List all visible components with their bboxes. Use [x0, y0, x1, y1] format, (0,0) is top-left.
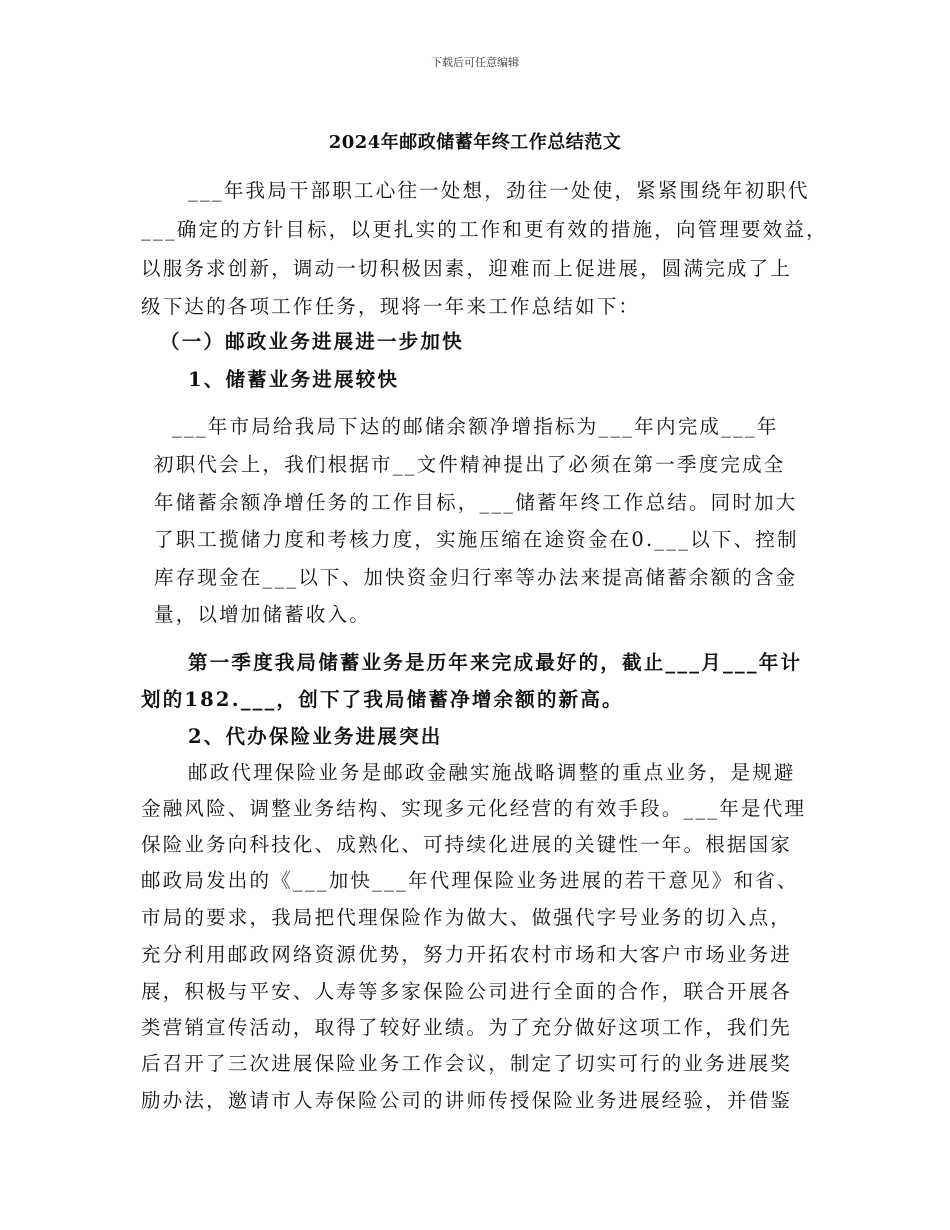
- sub1-line-4: 了职工揽储力度和考核力度，实施压缩在途资金在0.___以下、控制: [154, 528, 799, 551]
- sub2-line-8: 类营销宣传活动，取得了较好业绩。为了充分做好这项工作，我们先: [141, 1016, 793, 1039]
- header-note: 下载后可任意编辑: [431, 56, 519, 69]
- highlight-line-2: 划的182.___，创下了我局储蓄净增余额的新高。: [141, 688, 624, 711]
- sub1-line-6: 量，以增加储蓄收入。: [154, 603, 372, 626]
- intro-line-1: ___年我局干部职工心往一处想，劲往一处使，紧紧围绕年初职代: [188, 179, 810, 202]
- document-title: 2024年邮政储蓄年终工作总结范文: [328, 132, 622, 153]
- intro-line-4: 级下达的各项工作任务，现将一年来工作总结如下：: [141, 295, 641, 318]
- sub2-line-10: 励办法，邀请市人寿保险公司的讲师传授保险业务进展经验，并借鉴: [141, 1089, 793, 1112]
- sub2-line-7: 展，积极与平安、人寿等多家保险公司进行全面的合作，联合开展各: [141, 980, 793, 1003]
- sub1-line-2: 初职代会上，我们根据市__文件精神提出了必须在第一季度完成全: [154, 453, 786, 476]
- intro-line-3: 以服务求创新，调动一切积极因素，迎难而上促进展，圆满完成了上: [141, 257, 793, 280]
- sub2-line-1: 邮政代理保险业务是邮政金融实施战略调整的重点业务，是规避: [188, 761, 796, 784]
- sub1-line-1: ___年市局给我局下达的邮储余额净增指标为___年内完成___年: [172, 415, 779, 438]
- sub-heading-1: 1、储蓄业务进展较快: [188, 368, 400, 391]
- sub2-line-3: 保险业务向科技化、成熟化、可持续化进展的关键性一年。根据国家: [141, 833, 793, 856]
- sub1-line-3: 年储蓄余额净增任务的工作目标，___储蓄年终工作总结。同时加大: [154, 491, 798, 514]
- sub2-line-4: 邮政局发出的《___加快___年代理保险业务进展的若干意见》和省、: [141, 869, 799, 892]
- intro-line-2: ___确定的方针目标，以更扎实的工作和更有效的措施，向管理要效益，: [141, 218, 828, 241]
- section-heading-1: （一）邮政业务进展进一步加快: [160, 330, 464, 353]
- sub-heading-2: 2、代办保险业务进展突出: [188, 725, 443, 748]
- sub2-line-9: 后召开了三次进展保险业务工作会议，制定了切实可行的业务进展奖: [141, 1052, 793, 1075]
- sub1-line-5: 库存现金在___以下、加快资金归行率等办法来提高储蓄余额的含金: [154, 566, 798, 589]
- highlight-line-1: 第一季度我局储蓄业务是历年来完成最好的，截止___月___年计: [188, 651, 803, 674]
- sub2-line-6: 充分利用邮政网络资源优势，努力开拓农村市场和大客户市场业务进: [141, 943, 793, 966]
- sub2-line-5: 市局的要求，我局把代理保险作为做大、做强代字号业务的切入点，: [141, 906, 793, 929]
- sub2-line-2: 金融风险、调整业务结构、实现多元化经营的有效手段。___年是代理: [141, 797, 807, 820]
